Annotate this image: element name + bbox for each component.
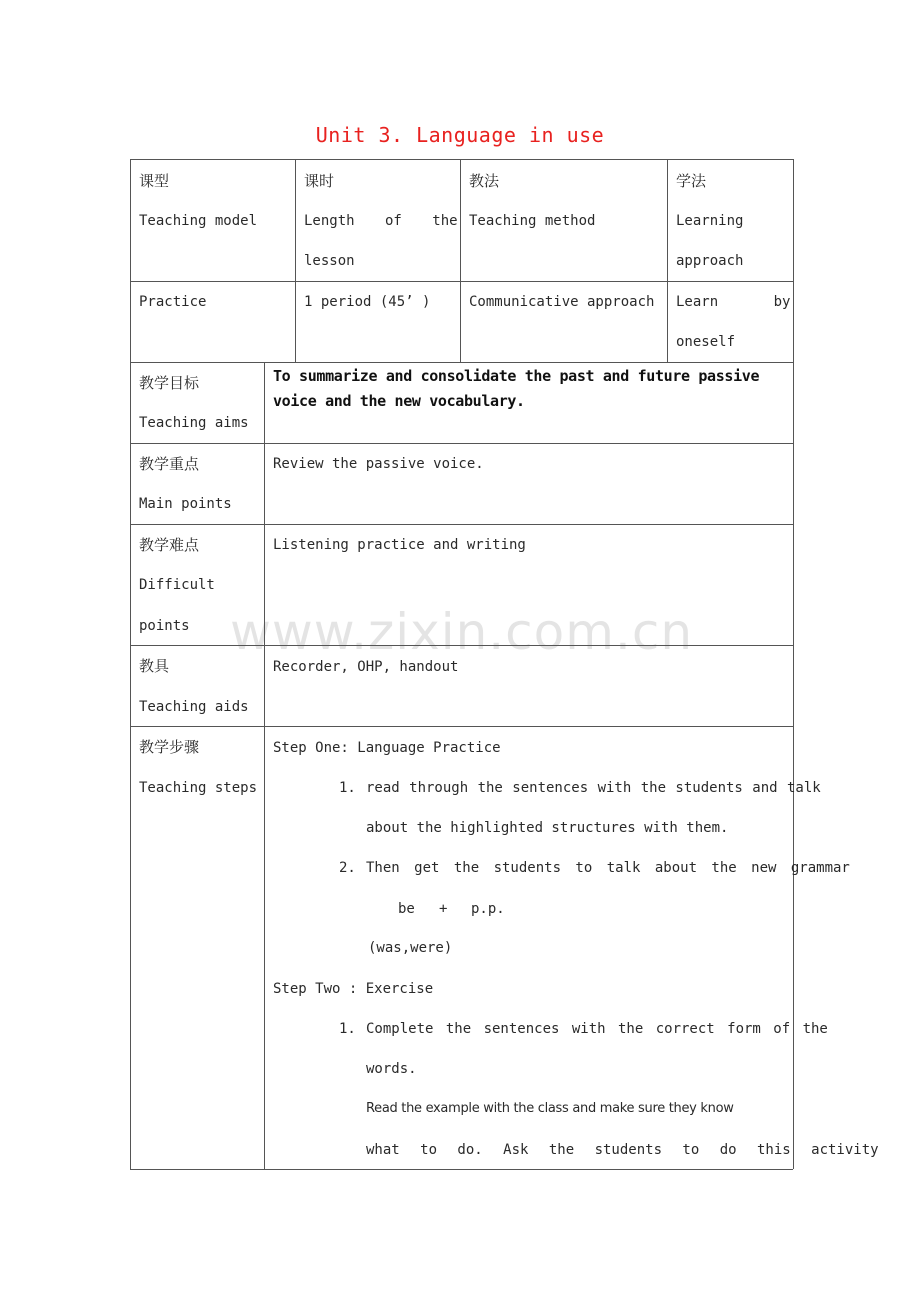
difficult-text: Listening practice and writing (273, 537, 526, 553)
header-approach-en-line1: Learning (676, 213, 744, 229)
step-two-item1-number: 1. (339, 1021, 356, 1037)
header-period-en (304, 211, 458, 231)
value-period: 1 period (45’ ) (304, 294, 431, 310)
step-two-item1-line4: what to do. Ask the students to do this activity (366, 1142, 879, 1158)
value-lesson-type: Practice (139, 294, 207, 310)
aims-label-zh: 教学目标 (139, 374, 200, 392)
main-points-label-zh: 教学重点 (139, 455, 200, 473)
value-approach-line1: Learn by (676, 294, 791, 310)
formula-pp: p.p. (471, 901, 505, 917)
main-points-text: Review the passive voice. (273, 456, 484, 472)
formula-was-were: (was,were) (368, 940, 453, 956)
step-two-heading: Step Two : Exercise (273, 981, 434, 997)
aids-text: Recorder, OHP, handout (273, 659, 459, 675)
step-one-item2-number: 2. (339, 860, 356, 876)
step-two-item1-line3: Read the example with the class and make sure they know (366, 1101, 734, 1116)
aids-label-zh: 教具 (139, 657, 170, 675)
step-two-item1-line1: Complete the sentences with the correct form of the (366, 1021, 828, 1037)
header-lesson-type-zh: 课型 (139, 172, 170, 190)
watermark: www.zixin.com.cn (230, 603, 694, 661)
header-period-en-line2: lesson (304, 253, 355, 269)
step-two-item1-line2: words. (366, 1061, 417, 1077)
header-period-en-line1: Length of the (304, 213, 458, 229)
step-one-item2-line1: Then get the students to talk about the new grammar (366, 860, 850, 876)
header-approach-en-line2: approach (676, 253, 744, 269)
header-period-zh: 课时 (304, 172, 335, 190)
formula-plus: + (439, 901, 448, 917)
header-method-en: Teaching method (469, 213, 596, 229)
difficult-label-zh: 教学难点 (139, 536, 200, 554)
step-one-item1-number: 1. (339, 780, 356, 796)
difficult-label-en1: Difficult (139, 577, 215, 593)
page-title: Unit 3. Language in use (315, 123, 605, 147)
aims-text-line1: To summarize and consolidate the past and future passive (273, 367, 760, 385)
steps-label-en: Teaching steps (139, 780, 258, 796)
formula-be: be (398, 901, 415, 917)
aims-label-en: Teaching aims (139, 415, 249, 431)
step-one-item1-line1: read through the sentences with the students and talk (366, 780, 821, 796)
value-approach-line2: oneself (676, 334, 736, 350)
step-one-item1-line2: about the highlighted structures with them. (366, 820, 729, 836)
aims-text-line2: voice and the new vocabulary. (273, 392, 525, 410)
header-method-zh: 教法 (469, 172, 500, 190)
step-one-heading: Step One: Language Practice (273, 740, 501, 756)
steps-label-zh: 教学步骤 (139, 738, 200, 756)
difficult-label-en2: points (139, 618, 190, 634)
header-lesson-type-en: Teaching model (139, 213, 258, 229)
aids-label-en: Teaching aids (139, 699, 249, 715)
header-approach-zh: 学法 (676, 172, 707, 190)
value-method: Communicative approach (469, 294, 655, 310)
main-points-label-en: Main points (139, 496, 232, 512)
